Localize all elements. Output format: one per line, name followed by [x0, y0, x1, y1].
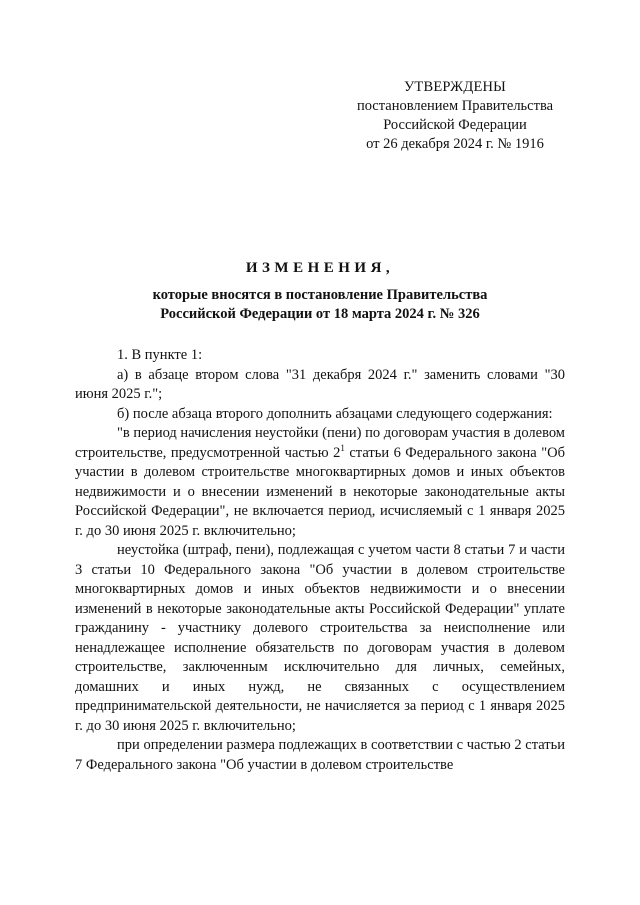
superscript-marker: 1 — [340, 442, 345, 453]
paragraph-subitem-a: а) в абзаце втором слова "31 декабря 2024 г." заменить словами "30 июня 2025 г."; — [75, 366, 565, 402]
document-body — [75, 346, 565, 775]
document-subtitle — [90, 286, 550, 324]
paragraph-subitem-b: б) после абзаца второго дополнить абзацами следующего содержания: — [117, 405, 553, 422]
approval-heading: УТВЕРЖДЕНЫ — [403, 79, 507, 95]
paragraph-quote-2: неустойка (штраф, пени), подлежащая с учетом части 8 статьи 7 и части 3 статьи 10 Федерального закона "Об участии в долевом строительстве многоквартирных домов и иных объектов недвижимости и о внесении изменений в некоторые законодательные акты Российской Федерации" уплате гражданину - участнику долевого строительства за неисполнение или ненадлежащее исполнение обязательств по договорам участия в долевом строительстве, заключенным исключительно для личных, семейных, домашних и иных нужд, не связанных с осуществлением предпринимательской деятельности, не начисляется за период с 1 января 2025 г. до 30 июня 2025 г. включительно; — [75, 542, 565, 734]
approval-stamp — [330, 78, 580, 154]
subtitle-line-2: Российской Федерации от 18 марта 2024 г. № 326 — [160, 306, 480, 322]
paragraph-quote-1 — [75, 424, 565, 541]
paragraph-quote-3: при определении размера подлежащих в соответствии с частью 2 статьи 7 Федерального закона "Об участии в долевом строительстве — [75, 737, 565, 773]
document-title: ИЗМЕНЕНИЯ, — [245, 260, 395, 276]
approval-line-3: от 26 декабря 2024 г. № 1916 — [366, 136, 544, 152]
paragraph-quote-1-end: статьи 6 Федерального закона "Об участии в долевом строительстве многоквартирных домов и иных объектов недвижимости и о внесении изменений в некоторые законодательные акты Российской Федерации", не включается период, исчисляемый с 1 января 2025 г. до 30 июня 2025 г. включительно; — [75, 444, 565, 539]
subtitle-line-1: которые вносятся в постановление Правительства — [152, 287, 488, 303]
approval-line-1: постановлением Правительства — [356, 98, 554, 114]
approval-line-2: Российской Федерации — [383, 117, 527, 133]
paragraph-item-1: 1. В пункте 1: — [117, 347, 203, 363]
paragraph-quote-1-start: "в период начисления неустойки (пени) по договорам участия в долевом строительстве, предусмотренной частью 2 — [75, 425, 565, 461]
